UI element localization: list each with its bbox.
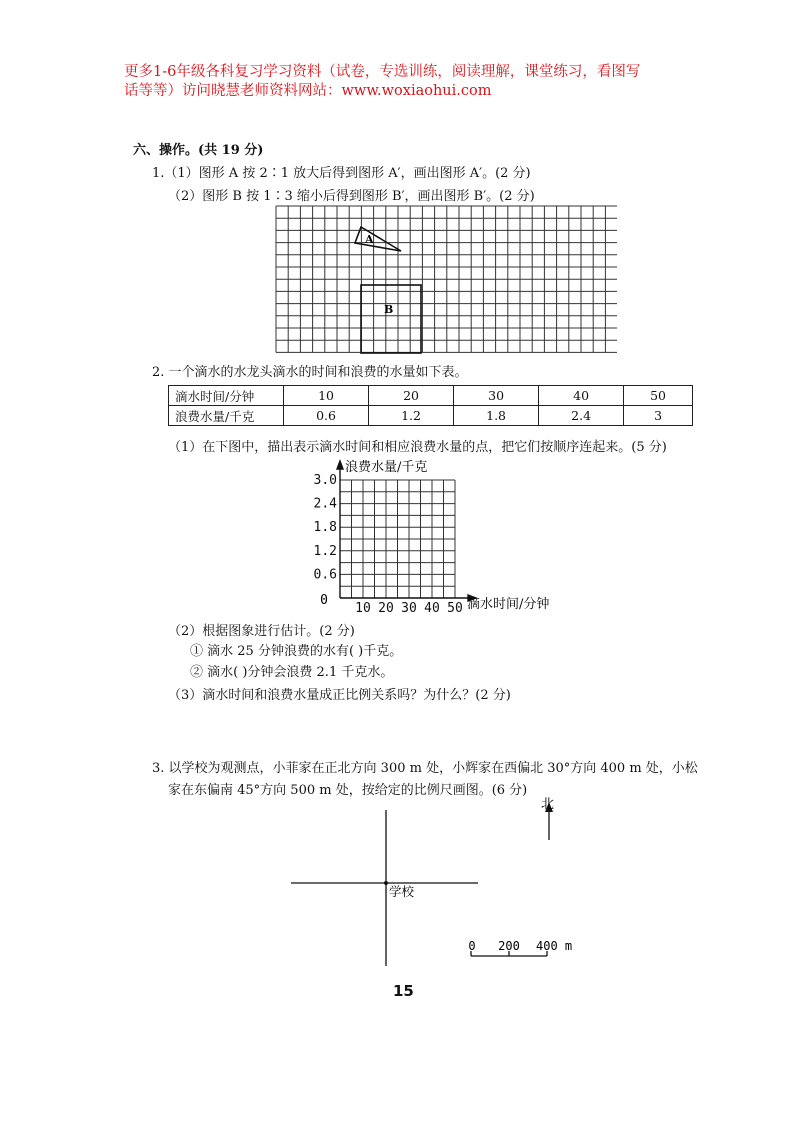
table-row xyxy=(169,386,693,406)
school-point xyxy=(384,881,388,885)
q1-part2: （2）图形 B 按 1∶3 缩小后得到图形 B′，画出图形 B′。(2 分) xyxy=(168,189,535,204)
north-label: 北 xyxy=(541,797,555,812)
chart-y-tick-label: 3.0 xyxy=(313,473,337,488)
page-number: 15 xyxy=(393,982,414,1000)
chart-x-tick-label: 20 xyxy=(378,601,394,615)
q3-line2: 家在东偏南 45°方向 500 m 处，按给定的比例尺画图。(6 分) xyxy=(168,783,528,798)
chart-origin-label: 0 xyxy=(320,593,328,608)
section-title: 六、操作。(共 19 分) xyxy=(133,143,264,158)
data-table xyxy=(168,385,693,426)
scale-label-400: 400 m xyxy=(536,939,573,953)
direction-diagram xyxy=(285,790,605,980)
q2-sub2a: ① 滴水 25 分钟浪费的水有( )千克。 xyxy=(190,644,403,659)
q3-line1: 3. 以学校为观测点，小菲家在正北方向 300 m 处，小辉家在西偏北 30°方向 400 m 处，小松 xyxy=(152,761,698,776)
shape-a-label: A xyxy=(365,233,374,246)
chart-y-tick-label: 1.8 xyxy=(313,520,337,536)
header-line-2: 话等等）访问晓慧老师资料网站：www.woxiaohui.com xyxy=(124,83,492,99)
shape-b-label: B xyxy=(384,303,394,316)
chart-ylabel: 浪费水量/千克 xyxy=(345,460,428,475)
q2-sub2b: ② 滴水( )分钟会浪费 2.1 千克水。 xyxy=(190,665,394,680)
chart-y-tick-label: 1.2 xyxy=(313,543,337,559)
chart-y-arrow-icon xyxy=(337,461,343,469)
header-line-1: 更多1-6年级各科复习学习资料（试卷，专选训练，阅读理解，课堂练习，看图写 xyxy=(124,64,641,80)
shape-b xyxy=(361,285,421,353)
q1-part1: 1.（1）图形 A 按 2∶1 放大后得到图形 A′，画出图形 A′。(2 分) xyxy=(152,166,531,181)
school-label: 学校 xyxy=(389,884,415,899)
chart-xlabel: 滴水时间/分钟 xyxy=(467,597,550,612)
q2-sub3: （3）滴水时间和浪费水量成正比例关系吗？为什么？(2 分) xyxy=(168,688,511,703)
chart-x-tick-label: 50 xyxy=(447,601,463,615)
chart-y-tick-label: 2.4 xyxy=(313,496,337,512)
table-cell: 1.2 xyxy=(369,406,454,426)
q2-sub1: （1）在下图中，描出表示滴水时间和相应浪费水量的点，把它们按顺序连起来。(5 分) xyxy=(168,440,667,455)
table-cell: 2.4 xyxy=(539,406,624,426)
chart-y-tick-label: 0.6 xyxy=(313,567,337,583)
q2-intro: 2. 一个滴水的水龙头滴水的时间和浪费的水量如下表。 xyxy=(152,365,468,380)
table-cell: 50 xyxy=(624,386,693,406)
table-row xyxy=(169,406,693,426)
q2-sub2: （2）根据图象进行估计。(2 分) xyxy=(168,624,355,639)
water-chart xyxy=(300,455,600,615)
table-cell: 20 xyxy=(369,386,454,406)
chart-x-tick-label: 10 xyxy=(355,601,371,615)
table-cell: 10 xyxy=(284,386,369,406)
table-cell: 0.6 xyxy=(284,406,369,426)
chart-x-tick-label: 30 xyxy=(401,601,417,615)
table-cell: 3 xyxy=(624,406,693,426)
table-cell: 30 xyxy=(454,386,539,406)
scale-label-200: 200 xyxy=(498,939,520,953)
table-row-header: 滴水时间/分钟 xyxy=(169,386,284,406)
table-cell: 40 xyxy=(539,386,624,406)
table-row-header: 浪费水量/千克 xyxy=(169,406,284,426)
table-cell: 1.8 xyxy=(454,406,539,426)
q1-grid xyxy=(275,205,617,358)
chart-x-tick-label: 40 xyxy=(424,601,440,615)
scale-label-0: 0 xyxy=(468,939,476,953)
